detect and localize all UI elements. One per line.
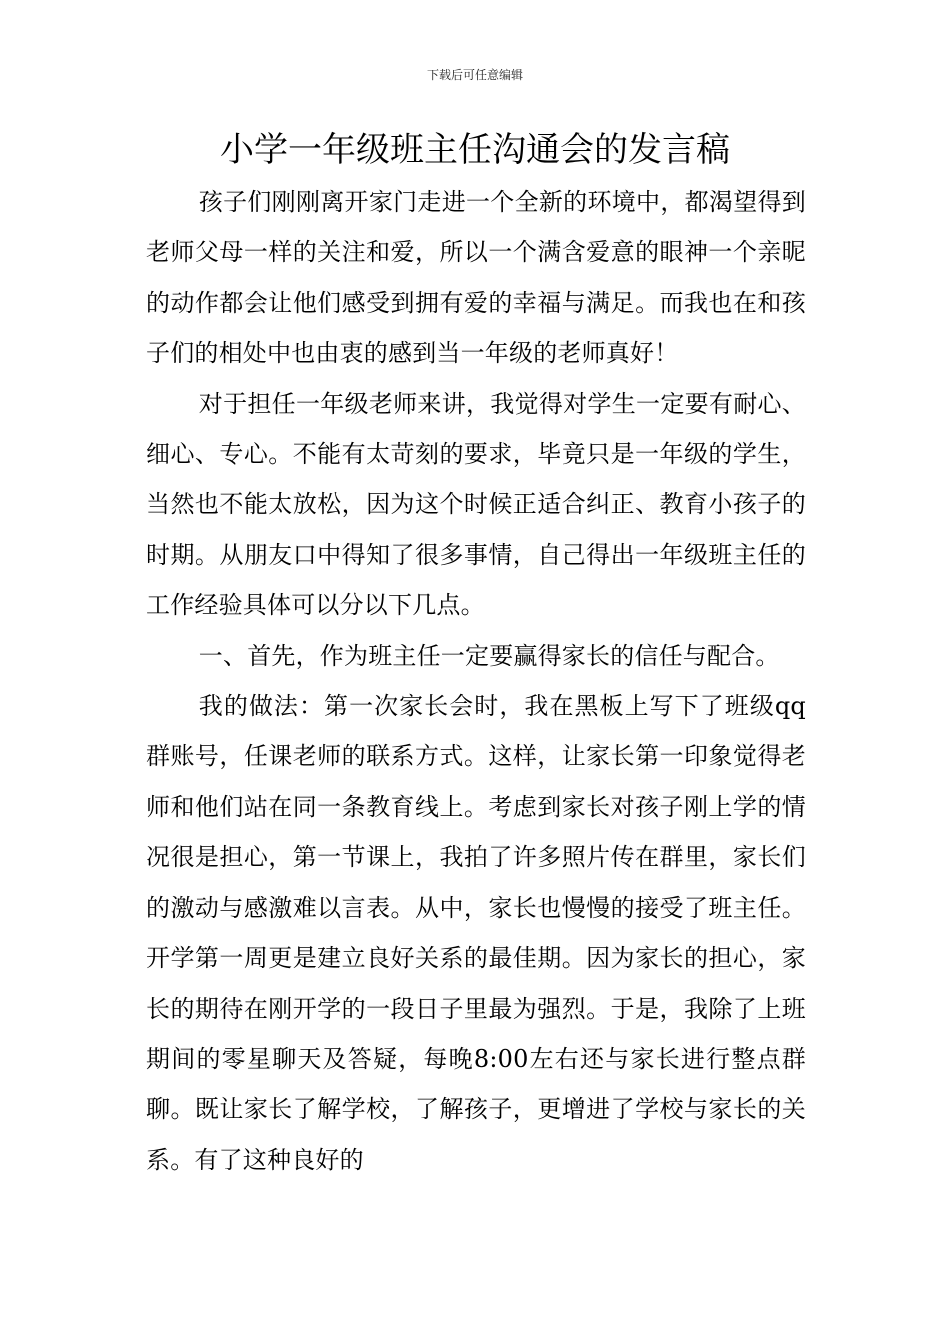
paragraph-2: 对于担任一年级老师来讲，我觉得对学生一定要有耐心、细心、专心。不能有太苛刻的要求，毕竟只是一年级的学生，当然也不能太放松，因为这个时候正适合纠正、教育小孩子的时期。从朋友口中得知了很多事情，自己得出一年级班主任的工作经验具体可以分以下几点。 — [146, 389, 806, 620]
document-body — [146, 177, 806, 1185]
paragraph-4: 我的做法：第一次家长会时，我在黑板上写下了班级qq群账号，任课老师的联系方式。这样，让家长第一印象觉得老师和他们站在同一条教育线上。考虑到家长对孩子刚上学的情况很是担心，第一节课上，我拍了许多照片传在群里，家长们的激动与感激难以言表。从中，家长也慢慢的接受了班主任。开学第一周更是建立良好关系的最佳期。因为家长的担心，家长的期待在刚开学的一段日子里最为强烈。于是，我除了上班期间的零星聊天及答疑，每晚8:00左右还与家长进行整点群聊。既让家长了解学校，了解孩子，更增进了学校与家长的关系。有了这种良好的 — [146, 692, 806, 1174]
paragraph-1: 孩子们刚刚离开家门走进一个全新的环境中，都渴望得到老师父母一样的关注和爱，所以一个满含爱意的眼神一个亲昵的动作都会让他们感受到拥有爱的幸福与满足。而我也在和孩子们的相处中也由衷的感到当一年级的老师真好！ — [146, 188, 806, 368]
header-note: 下载后可任意编辑 — [426, 68, 523, 82]
paragraph-3: 一、首先，作为班主任一定要赢得家长的信任与配合。 — [198, 641, 780, 670]
document-title: 小学一年级班主任沟通会的发言稿 — [220, 130, 730, 170]
